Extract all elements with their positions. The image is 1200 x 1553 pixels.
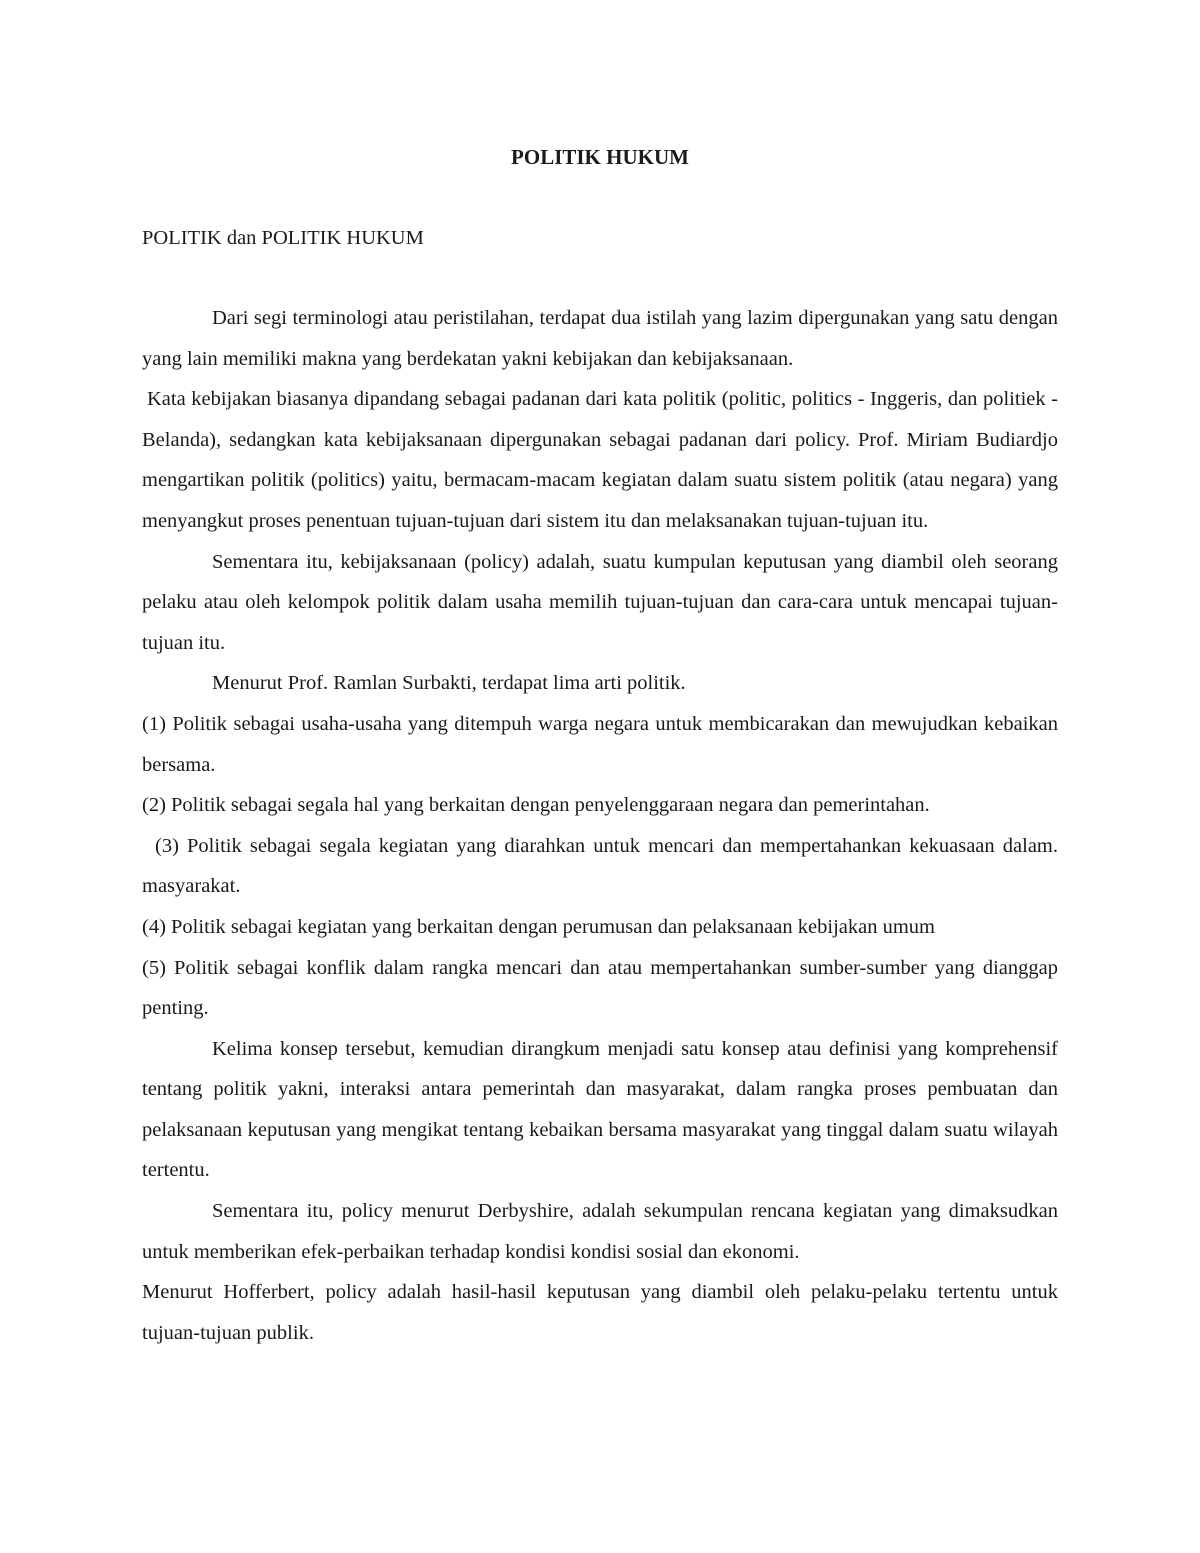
document-title: POLITIK HUKUM xyxy=(511,145,689,169)
list-item-1: (1) Politik sebagai usaha-usaha yang ditempuh warga negara untuk membicarakan dan mewujudkan kebaikan bersama. xyxy=(142,712,1058,776)
list-item-3: (3) Politik sebagai segala kegiatan yang diarahkan untuk mencari dan mempertahankan kekuasaan dalam. masyarakat. xyxy=(142,834,1058,898)
paragraph-terminology: Dari segi terminologi atau peristilahan, terdapat dua istilah yang lazim dipergunakan yang satu dengan yang lain memiliki makna yang berdekatan yakni kebijakan dan kebijaksanaan. xyxy=(142,307,1058,370)
paragraph-derbyshire: Sementara itu, policy menurut Derbyshire, adalah sekumpulan rencana kegiatan yang dimaksudkan untuk memberikan efek-perbaikan terhadap kondisi kondisi sosial dan ekonomi. xyxy=(142,1200,1058,1263)
list-item-5: (5) Politik sebagai konflik dalam rangka mencari dan atau mempertahankan sumber-sumber yang dianggap penting. xyxy=(142,956,1058,1020)
paragraph-hofferbert: Menurut Hofferbert, policy adalah hasil-hasil keputusan yang diambil oleh pelaku-pelaku tertentu untuk tujuan-tujuan publik. xyxy=(142,1281,1058,1344)
document-body xyxy=(142,298,1058,1353)
paragraph-kebijakan-definition: Kata kebijakan biasanya dipandang sebagai padanan dari kata politik (politic, politics - Inggeris, dan politiek - Belanda), sedangkan kata kebijaksanaan dipergunakan sebagai padanan dari policy. Prof. Miriam Budiardjo mengartikan politik (politics) yaitu, bermacam-macam kegiatan dalam suatu sistem politik (atau negara) yang menyangkut proses penentuan tujuan-tujuan dari sistem itu dan melaksanakan tujuan-tujuan itu. xyxy=(142,388,1058,532)
paragraph-policy-definition: Sementara itu, kebijaksanaan (policy) adalah, suatu kumpulan keputusan yang diambil oleh seorang pelaku atau oleh kelompok politik dalam usaha memilih tujuan-tujuan dan cara-cara untuk mencapai tujuan-tujuan itu. xyxy=(142,550,1058,654)
paragraph-surbakti-intro: Menurut Prof. Ramlan Surbakti, terdapat lima arti politik. xyxy=(212,672,686,695)
paragraph-summary: Kelima konsep tersebut, kemudian dirangkum menjadi satu konsep atau definisi yang komprehensif tentang politik yakni, interaksi antara pemerintah dan masyarakat, dalam rangka proses pembuatan dan pelaksanaan keputusan yang mengikat tentang kebaikan bersama masyarakat yang tinggal dalam suatu wilayah tertentu. xyxy=(142,1037,1058,1182)
list-item-2: (2) Politik sebagai segala hal yang berkaitan dengan penyelenggaraan negara dan pemerintahan. xyxy=(142,794,930,817)
section-heading: POLITIK dan POLITIK HUKUM xyxy=(142,227,424,249)
list-item-4: (4) Politik sebagai kegiatan yang berkaitan dengan perumusan dan pelaksanaan kebijakan umum xyxy=(142,915,935,938)
